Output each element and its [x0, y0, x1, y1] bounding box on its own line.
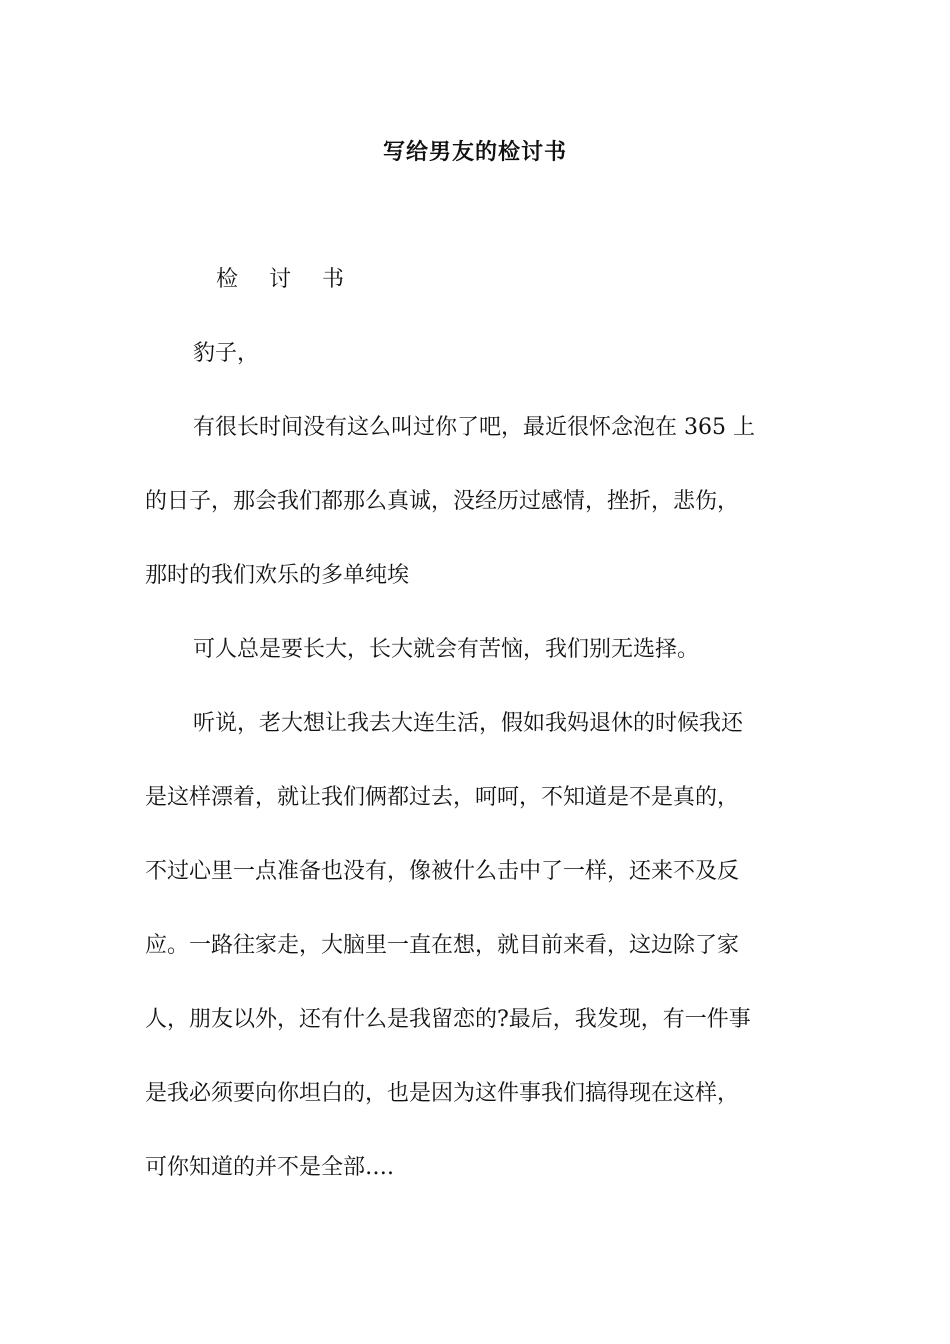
- paragraph-line: 那时的我们欢乐的多单纯埃: [145, 563, 410, 588]
- paragraph-line: 可你知道的并不是全部….: [145, 1155, 394, 1180]
- paragraph-line: 有很长时间没有这么叫过你了吧，最近很怀念泡在 365 上: [193, 415, 755, 440]
- paragraph-line: 听说，老大想让我去大连生活，假如我妈退休的时候我还: [193, 711, 744, 736]
- paragraph-line: 是我必须要向你坦白的，也是因为这件事我们搞得现在这样，: [145, 1081, 740, 1106]
- paragraph-line: 不过心里一点准备也没有，像被什么击中了一样，还来不及反: [145, 859, 740, 884]
- paragraph-line: 人，朋友以外，还有什么是我留恋的?最后，我发现，有一件事: [145, 1007, 751, 1032]
- salutation: 豹子，: [193, 341, 260, 366]
- paragraph-line: 是这样漂着，就让我们俩都过去，呵呵，不知道是不是真的，: [145, 785, 740, 810]
- letter-heading: 检 讨 书: [216, 267, 356, 292]
- document-title: 写给男友的检讨书: [382, 140, 567, 165]
- paragraph-line: 可人总是要长大，长大就会有苦恼，我们别无选择。: [193, 637, 700, 662]
- paragraph-line: 的日子，那会我们都那么真诚，没经历过感情，挫折，悲伤，: [145, 489, 740, 514]
- paragraph-line: 应。一路往家走，大脑里一直在想，就目前来看，这边除了家: [145, 933, 740, 958]
